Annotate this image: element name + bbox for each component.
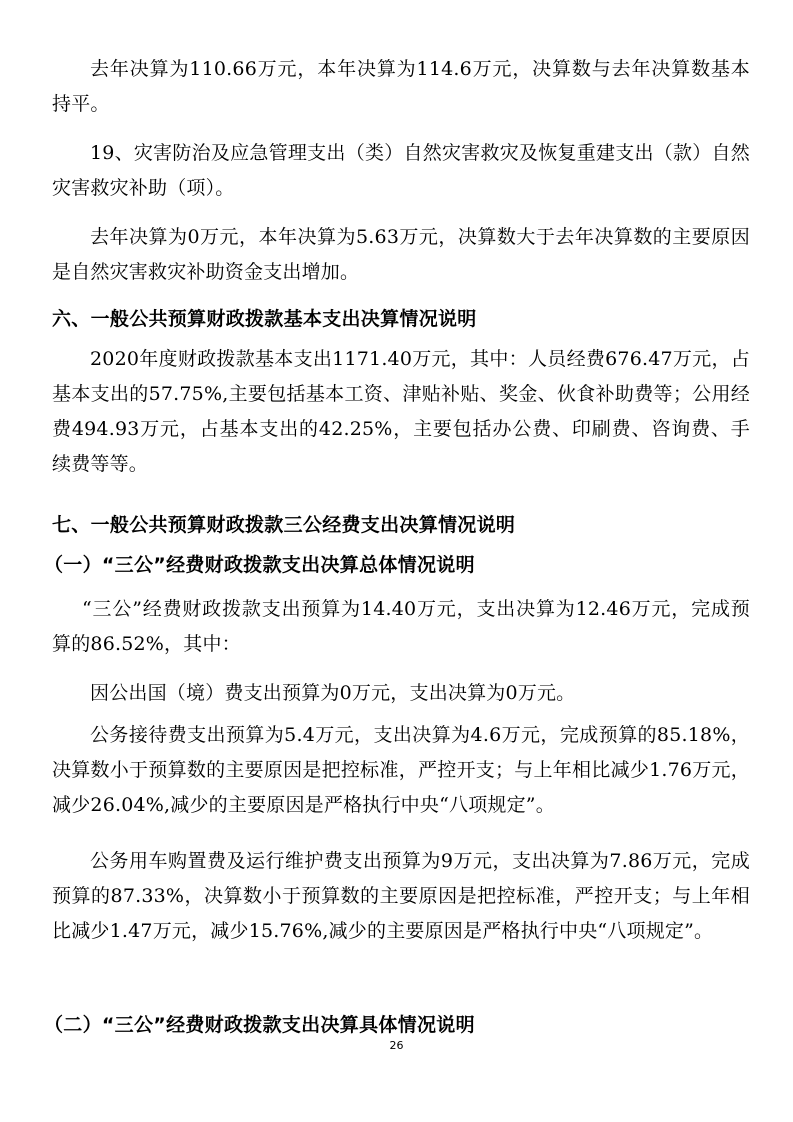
section-heading-seven: 七、一般公共预算财政拨款三公经费支出决算情况说明 (52, 514, 516, 536)
paragraph-disaster-relief: 去年决算为0万元，本年决算为5.63万元，决算数大于去年决算数的主要原因是自然灾害救灾补助资金支出增加。 (52, 226, 750, 283)
subsection-heading-one: （一）“三公”经费财政拨款支出决算总体情况说明 (44, 554, 475, 576)
paragraph-basic-expenditure: 2020年度财政拨款基本支出1171.40万元，其中：人员经费676.47万元，占基本支出的57.75%,主要包括基本工资、津贴补贴、奖金、伙食补助费等；公用经费494.93万元，占基本支出的42.25%，主要包括办公费、印刷费、咨询费、手续费等等。 (52, 348, 750, 475)
page-number: 26 (389, 1039, 404, 1052)
paragraph-official-reception: 公务接待费支出预算为5.4万元，支出决算为4.6万元，完成预算的85.18%，决算数小于预算数的主要原因是把控标准，严控开支；与上年相比减少1.76万元，减少26.04%,减少的主要原因是严格执行中央“八项规定”。 (52, 724, 750, 816)
paragraph-item-19: 19、灾害防治及应急管理支出（类）自然灾害救灾及恢复重建支出（款）自然灾害救灾补助（项）。 (52, 142, 750, 199)
section-heading-six: 六、一般公共预算财政拨款基本支出决算情况说明 (52, 308, 477, 330)
paragraph-overseas-travel: 因公出国（境）费支出预算为0万元，支出决算为0万元。 (90, 682, 576, 704)
paragraph-official-vehicles: 公务用车购置费及运行维护费支出预算为9万元，支出决算为7.86万元，完成预算的87.33%，决算数小于预算数的主要原因是把控标准，严控开支；与上年相比减少1.47万元，减少15.76%,减少的主要原因是严格执行中央“八项规定”。 (52, 850, 750, 942)
subsection-heading-two: （二）“三公”经费财政拨款支出决算具体情况说明 (44, 1014, 475, 1036)
paragraph-three-public-total: “三公”经费财政拨款支出预算为14.40万元，支出决算为12.46万元，完成预算的86.52%，其中： (52, 598, 750, 655)
paragraph-prior-year-comparison: 去年决算为110.66万元，本年决算为114.6万元，决算数与去年决算数基本持平。 (52, 58, 750, 115)
